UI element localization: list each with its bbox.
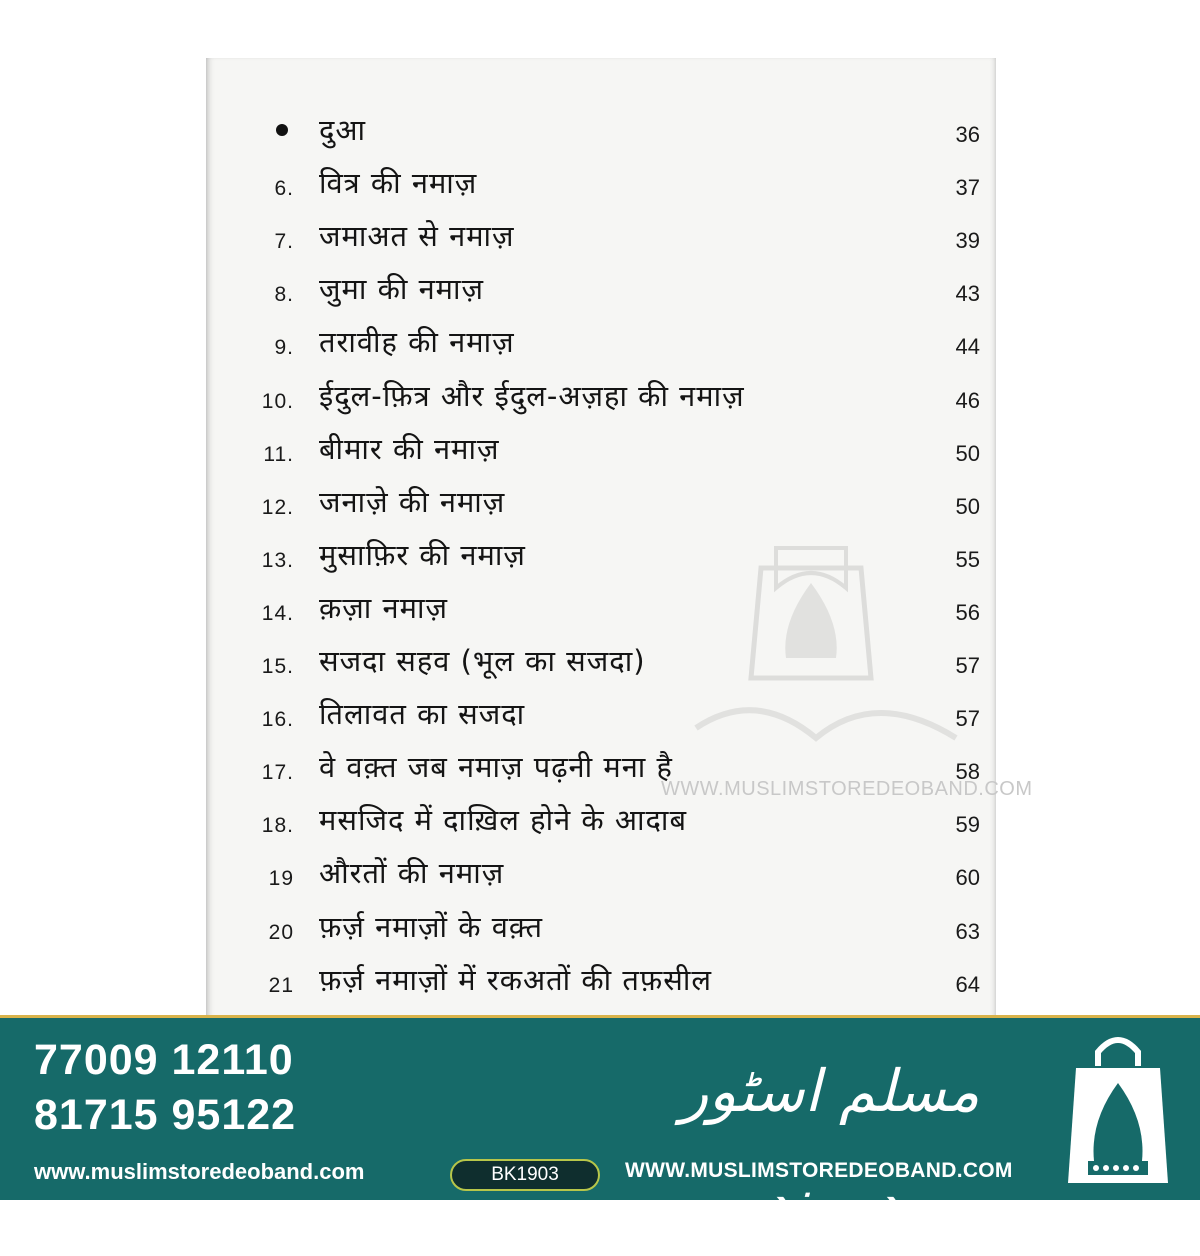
toc-row xyxy=(206,478,996,532)
toc-page-number: 50 xyxy=(955,440,980,466)
website-link-left[interactable]: www.muslimstoredeoband.com xyxy=(34,1159,365,1184)
toc-title: तरावीह की नमाज़ xyxy=(319,325,515,360)
toc-row xyxy=(206,212,996,266)
toc-title: औरतों की नमाज़ xyxy=(319,856,505,891)
toc-row xyxy=(206,584,996,638)
toc-page-number: 44 xyxy=(955,334,980,360)
toc-page-number: 36 xyxy=(955,122,980,147)
toc-page-number: 39 xyxy=(955,228,980,254)
toc-row xyxy=(206,637,996,691)
toc-title: सजदा सहव (भूल का सजदा) xyxy=(319,644,646,678)
sku-badge: BK1903 xyxy=(450,1159,600,1191)
toc-title: वित्र की नमाज़ xyxy=(319,166,478,201)
toc-title: फ़र्ज़ नमाज़ों के वक़्त xyxy=(319,909,543,944)
toc-row xyxy=(206,796,996,850)
toc-row xyxy=(206,425,996,479)
toc-number: 10. xyxy=(261,389,294,413)
toc-page-number: 58 xyxy=(955,759,980,785)
toc-page-number: 50 xyxy=(955,493,980,519)
toc-number: 16. xyxy=(261,708,294,732)
toc-number: 15. xyxy=(261,655,294,678)
toc-title: बीमार की नमाज़ xyxy=(319,431,500,466)
toc-number: 6. xyxy=(274,177,294,201)
toc-number: 7. xyxy=(274,230,294,254)
watermark-url: WWW.MUSLIMSTOREDEOBAND.COM xyxy=(661,778,1033,800)
toc-page-number: 43 xyxy=(955,281,980,307)
toc-number: 12. xyxy=(261,495,294,519)
toc-number: 21 xyxy=(268,973,294,997)
book-page-scan xyxy=(206,58,1033,1018)
toc-title: जनाज़े की नमाज़ xyxy=(319,484,506,519)
bullet-icon xyxy=(276,124,288,136)
toc-page-number: 59 xyxy=(955,812,980,838)
toc-number: 19 xyxy=(268,867,294,891)
toc-row xyxy=(206,849,996,903)
toc-number: 11. xyxy=(263,442,294,466)
toc-title: ईदुल-फ़ित्र और ईदुल-अज़हा की नमाज़ xyxy=(319,378,745,413)
brand-calligraphy: مسلم اسٹور دیوبند xyxy=(680,1057,980,1235)
website-link-right[interactable]: WWW.MUSLIMSTOREDEOBAND.COM xyxy=(625,1159,1013,1182)
toc-title: मुसाफ़िर की नमाज़ xyxy=(319,537,526,572)
toc-row xyxy=(206,159,996,213)
toc-number: 17. xyxy=(261,761,294,785)
phone-number-2: 81715 95122 xyxy=(34,1091,297,1139)
toc-title: तिलावत का सजदा xyxy=(319,697,526,732)
toc-row xyxy=(206,106,996,160)
toc-row xyxy=(206,265,996,319)
toc-page-number: 57 xyxy=(955,653,980,678)
toc-row xyxy=(206,903,996,957)
toc-row xyxy=(206,531,996,585)
toc-title: जमाअत से नमाज़ xyxy=(319,219,515,254)
toc-title: वे वक़्त जब नमाज़ पढ़नी मना है xyxy=(319,750,673,785)
toc-page-number: 64 xyxy=(955,971,980,997)
toc-row xyxy=(206,318,996,372)
toc-number: 9. xyxy=(274,336,294,360)
toc-number: 8. xyxy=(274,283,294,307)
toc-number: 20 xyxy=(268,920,294,944)
toc-title: दुआ xyxy=(319,113,367,147)
shopping-bag-mosque-logo-icon xyxy=(1058,1028,1178,1193)
toc-number: 13. xyxy=(261,548,294,572)
toc-page-number: 57 xyxy=(955,706,980,732)
toc-page-number: 63 xyxy=(955,918,980,944)
toc-page-number: 46 xyxy=(955,387,980,413)
toc-page-number: 55 xyxy=(955,546,980,572)
toc-title: जुमा की नमाज़ xyxy=(319,272,485,307)
toc-number: 18. xyxy=(261,814,294,838)
toc-page-number: 56 xyxy=(955,599,980,625)
toc-title: मसजिद में दाख़िल होने के आदाब xyxy=(319,803,687,838)
toc-row xyxy=(206,372,996,426)
toc-number: 14. xyxy=(261,601,294,625)
footer-banner xyxy=(0,1015,1200,1235)
toc-title: फ़र्ज़ नमाज़ों में रकअतों की तफ़सील xyxy=(319,962,713,997)
toc-page-number: 60 xyxy=(955,865,980,891)
toc-page-number: 37 xyxy=(955,175,980,201)
toc-row xyxy=(206,690,996,744)
phone-number-1: 77009 12110 xyxy=(34,1036,294,1084)
toc-title: क़ज़ा नमाज़ xyxy=(319,590,448,625)
toc-row xyxy=(206,956,996,1010)
